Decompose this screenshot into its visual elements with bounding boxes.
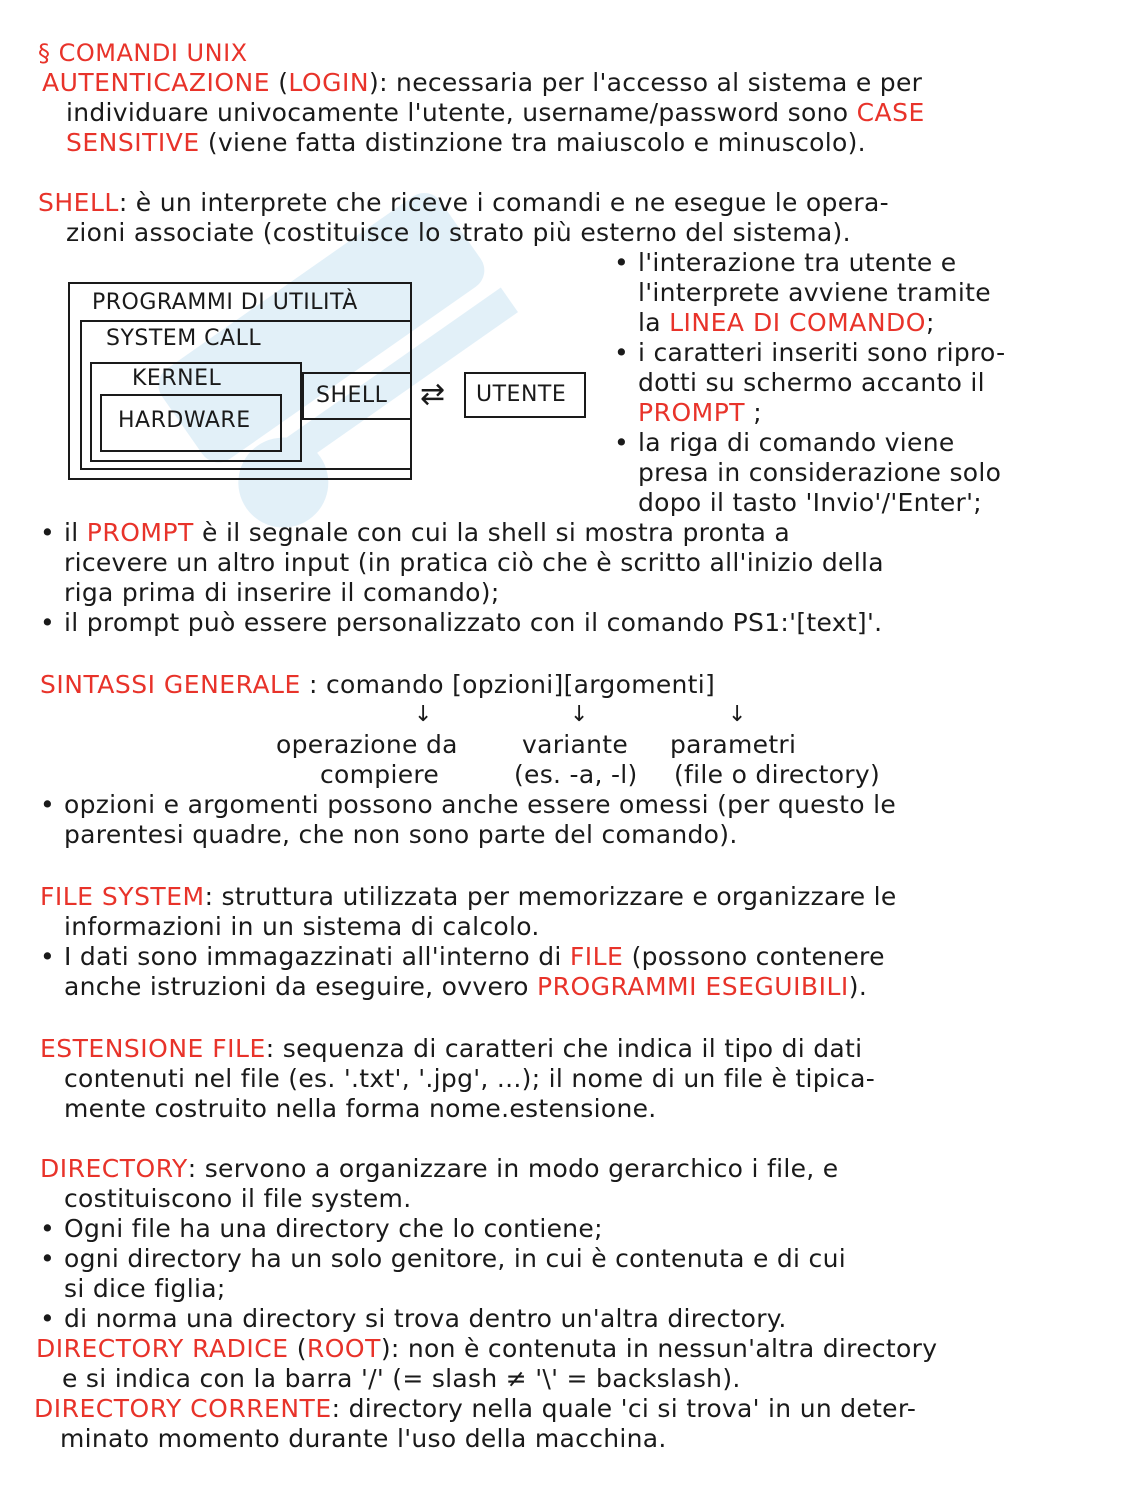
file-term: FILE [569, 942, 624, 971]
down-arrow-icon-2: ↓ [570, 702, 589, 727]
sintassi-note-2: parentesi quadre, che non sono parte del comando). [64, 820, 738, 849]
shell-bullet-2-line-1: • i caratteri inseriti sono ripro- [614, 338, 1006, 367]
prompt-line-4: • il prompt può essere personalizzato con il comando PS1:'[text]'. [40, 608, 883, 637]
sintassi-variante-2: (es. -a, -l) [514, 760, 638, 789]
shell-bullet-3-line-1: • la riga di comando viene [614, 428, 955, 457]
autenticazione-line-1: AUTENTICAZIONE (LOGIN): necessaria per l'accesso al sistema e per [42, 68, 923, 97]
bidirectional-arrow-icon: ⇄ [420, 377, 446, 412]
directory-term: DIRECTORY [40, 1154, 188, 1183]
shell-bullet-3-line-2: presa in considerazione solo [638, 458, 1002, 487]
directory-line-2: costituiscono il file system. [64, 1184, 412, 1213]
directory-corrente-line-2: minato momento durante l'uso della macchina. [60, 1424, 667, 1453]
shell-bullet-1-line-3: la LINEA DI COMANDO; [638, 308, 935, 337]
directory-radice-line-1: DIRECTORY RADICE (ROOT): non è contenuta in nessun'altra directory [36, 1334, 938, 1363]
sintassi-note-1: • opzioni e argomenti possono anche essere omessi (per questo le [40, 790, 897, 819]
directory-bullet-2-line-1: • ogni directory ha un solo genitore, in cui è contenuta e di cui [40, 1244, 846, 1273]
login-term: LOGIN [288, 68, 370, 97]
shell-line-2: zioni associate (costituisce lo strato più esterno del sistema). [66, 218, 851, 247]
filesystem-term: FILE SYSTEM [40, 882, 205, 911]
shell-bullet-2-line-2: dotti su schermo accanto il [638, 368, 985, 397]
label-system-call: SYSTEM CALL [106, 326, 262, 351]
autenticazione-line-3: SENSITIVE (viene fatta distinzione tra maiuscolo e minuscolo). [66, 128, 866, 157]
directory-corrente-term: DIRECTORY CORRENTE [34, 1394, 332, 1423]
estensione-line-2: contenuti nel file (es. '.txt', '.jpg', ...); il nome di un file è tipica- [64, 1064, 876, 1093]
sensitive-term: SENSITIVE [66, 128, 200, 157]
shell-bullet-1-line-2: l'interprete avviene tramite [638, 278, 991, 307]
prompt-term-1: PROMPT [638, 398, 746, 427]
prompt-line-3: riga prima di inserire il comando); [64, 578, 500, 607]
shell-bullet-1-line-1: • l'interazione tra utente e [614, 248, 957, 277]
directory-corrente-line-1: DIRECTORY CORRENTE: directory nella quale 'ci si trova' in un deter- [34, 1394, 917, 1423]
filesystem-line-2: informazioni in un sistema di calcolo. [64, 912, 540, 941]
shell-bullet-3-line-3: dopo il tasto 'Invio'/'Enter'; [638, 488, 982, 517]
autenticazione-line-2: individuare univocamente l'utente, username/password sono CASE [66, 98, 925, 127]
sintassi-line-1: SINTASSI GENERALE : comando [opzioni][argomenti] [40, 670, 716, 699]
filesystem-bullet-line-2: anche istruzioni da eseguire, ovvero PROGRAMMI ESEGUIBILI). [64, 972, 868, 1001]
page-title: § COMANDI UNIX [38, 39, 248, 67]
label-shell: SHELL [316, 383, 388, 408]
programmi-eseguibili-term: PROGRAMMI ESEGUIBILI [537, 972, 849, 1001]
directory-line-1: DIRECTORY: servono a organizzare in modo gerarchico i file, e [40, 1154, 839, 1183]
shell-bullet-2-line-3: PROMPT ; [638, 398, 763, 427]
estensione-term: ESTENSIONE FILE [40, 1034, 266, 1063]
prompt-line-1: • il PROMPT è il segnale con cui la shell si mostra pronta a [40, 518, 791, 547]
estensione-line-1: ESTENSIONE FILE: sequenza di caratteri che indica il tipo di dati [40, 1034, 863, 1063]
linea-di-comando-term: LINEA DI COMANDO [669, 308, 926, 337]
filesystem-bullet-line-1: • I dati sono immagazzinati all'interno di FILE (possono contenere [40, 942, 885, 971]
sintassi-operazione-2: compiere [320, 760, 440, 789]
sintassi-parametri-2: (file o directory) [674, 760, 881, 789]
label-kernel: KERNEL [132, 366, 222, 391]
down-arrow-icon-3: ↓ [728, 702, 747, 727]
prompt-term-2: PROMPT [86, 518, 194, 547]
sintassi-operazione-1: operazione da [276, 730, 458, 759]
shell-term: SHELL [38, 188, 119, 217]
autenticazione-term: AUTENTICAZIONE [42, 68, 271, 97]
estensione-line-3: mente costruito nella forma nome.estensione. [64, 1094, 657, 1123]
filesystem-line-1: FILE SYSTEM: struttura utilizzata per memorizzare e organizzare le [40, 882, 897, 911]
directory-bullet-2-line-2: si dice figlia; [64, 1274, 226, 1303]
label-hardware: HARDWARE [118, 408, 251, 433]
root-term: ROOT [306, 1334, 381, 1363]
prompt-line-2: ricevere un altro input (in pratica ciò che è scritto all'inizio della [64, 548, 884, 577]
sintassi-variante-1: variante [522, 730, 629, 759]
directory-bullet-1: • Ogni file ha una directory che lo contiene; [40, 1214, 603, 1243]
shell-line-1: SHELL: è un interprete che riceve i comandi e ne esegue le opera- [38, 188, 889, 217]
directory-radice-term: DIRECTORY RADICE [36, 1334, 289, 1363]
label-utente: UTENTE [476, 382, 567, 407]
sintassi-term: SINTASSI GENERALE [40, 670, 301, 699]
sintassi-parametri-1: parametri [670, 730, 797, 759]
case-term: CASE [856, 98, 925, 127]
directory-bullet-3: • di norma una directory si trova dentro un'altra directory. [40, 1304, 787, 1333]
down-arrow-icon-1: ↓ [414, 702, 433, 727]
directory-radice-line-2: e si indica con la barra '/' (= slash ≠ '\' = backslash). [62, 1364, 741, 1393]
label-programmi: PROGRAMMI DI UTILITÀ [92, 290, 358, 315]
